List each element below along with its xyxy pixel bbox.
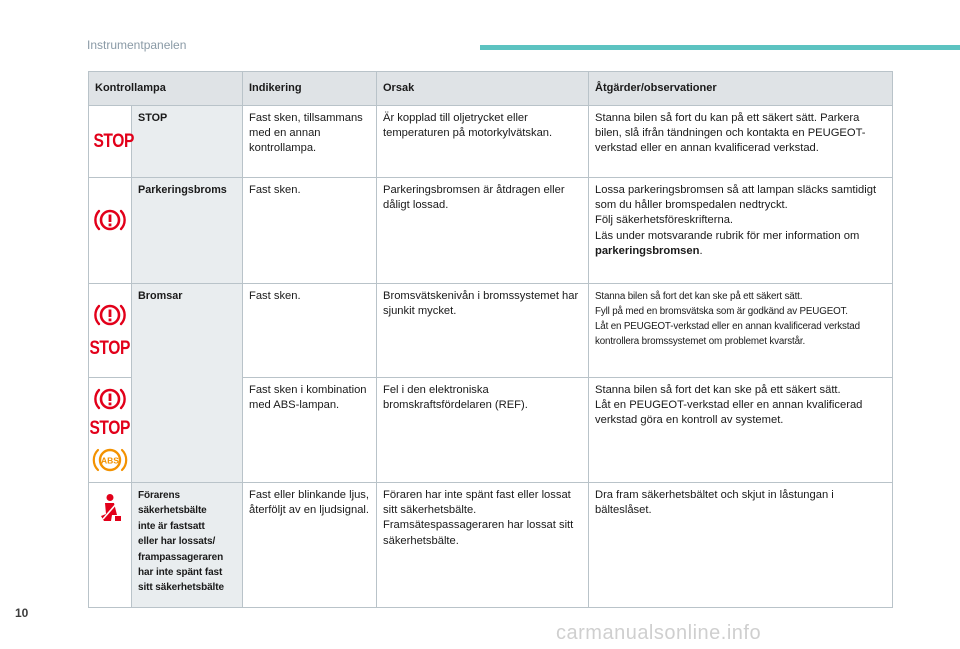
cause-cell: Fel i den elektroniska bromskraftsfördelaren (REF). xyxy=(377,378,589,483)
icon-cell xyxy=(89,284,132,378)
indication-cell: Fast sken. xyxy=(243,284,377,378)
indication-cell: Fast sken i kombination med ABS-lampan. xyxy=(243,378,377,483)
stop-icon: STOP xyxy=(89,337,131,359)
lamp-name: Förarens säkerhetsbälte inte är fastsatt eller har lossats/ frampassageraren har inte spänt fast sitt säkerhetsbälte xyxy=(132,483,243,608)
warning-lamp-table xyxy=(88,71,893,608)
action-cell: Dra fram säkerhetsbältet och skjut in låstungan i bälteslåset. xyxy=(589,483,893,608)
indication-cell: Fast sken. xyxy=(243,178,377,284)
action-cell: Lossa parkeringsbromsen så att lampan släcks samtidigt som du håller bromspedalen nedtryckt. Följ säkerhetsföreskrifterna. Läs under motsvarande rubrik för mer information om parkeringsbromsen. xyxy=(589,178,893,284)
header-accent-bar xyxy=(480,45,960,50)
indication-cell: Fast sken, tillsammans med en annan kontrollampa. xyxy=(243,106,377,178)
parking-brake-warning-icon xyxy=(93,207,127,233)
lamp-name: Bromsar xyxy=(132,284,243,483)
icon-cell xyxy=(89,483,132,608)
section-title: Instrumentpanelen xyxy=(87,38,187,52)
icon-cell xyxy=(89,106,132,178)
table-row-stop xyxy=(89,106,893,178)
watermark: carmanualsonline.info xyxy=(556,622,762,644)
col-header-indication: Indikering xyxy=(243,72,377,106)
col-header-cause: Orsak xyxy=(377,72,589,106)
icon-cell xyxy=(89,378,132,483)
table-header-row xyxy=(89,72,893,106)
abs-icon xyxy=(92,446,128,474)
col-header-actions: Åtgärder/observationer xyxy=(589,72,893,106)
lamp-name: Parkeringsbroms xyxy=(132,178,243,284)
table-row-seatbelt xyxy=(89,483,893,608)
cause-cell: Är kopplad till oljetrycket eller temperaturen på motorkylvätskan. xyxy=(377,106,589,178)
action-cell: Stanna bilen så fort det kan ske på ett säkert sätt. Fyll på med en bromsvätska som är godkänd av PEUGEOT. Låt en PEUGEOT-verkstad eller en annan kvalificerad verkstad kontrollera bromssystemet om problemet kvarstår. xyxy=(589,284,893,378)
icon-cell xyxy=(89,178,132,284)
cause-cell: Bromsvätskenivån i bromssystemet har sjunkit mycket. xyxy=(377,284,589,378)
brake-warning-icon xyxy=(93,386,127,412)
table-row-brakes xyxy=(89,284,893,378)
lamp-name: STOP xyxy=(132,106,243,178)
stop-icon: STOP xyxy=(93,130,134,152)
action-cell: Stanna bilen så fort du kan på ett säkert sätt. Parkera bilen, slå ifrån tändningen och kontakta en PEUGEOT-verkstad eller en annan kvalificerad verkstad. xyxy=(589,106,893,178)
action-cell: Stanna bilen så fort det kan ske på ett säkert sätt. Låt en PEUGEOT-verkstad eller en annan kvalificerad verkstad göra en kontroll av systemet. xyxy=(589,378,893,483)
col-header-lamp: Kontrollampa xyxy=(89,72,243,106)
indication-cell: Fast eller blinkande ljus, återföljt av en ljudsignal. xyxy=(243,483,377,608)
seatbelt-warning-icon xyxy=(97,493,123,523)
page-number: 10 xyxy=(15,606,29,620)
cause-cell: Parkeringsbromsen är åtdragen eller dåligt lossad. xyxy=(377,178,589,284)
stop-icon: STOP xyxy=(89,418,131,439)
brake-warning-icon xyxy=(93,302,127,328)
svg-text:ABS: ABS xyxy=(101,455,119,466)
table-row-parking-brake xyxy=(89,178,893,284)
cause-cell: Föraren har inte spänt fast eller lossat sitt säkerhetsbälte. Framsätespassageraren har lossat sitt säkerhetsbälte. xyxy=(377,483,589,608)
